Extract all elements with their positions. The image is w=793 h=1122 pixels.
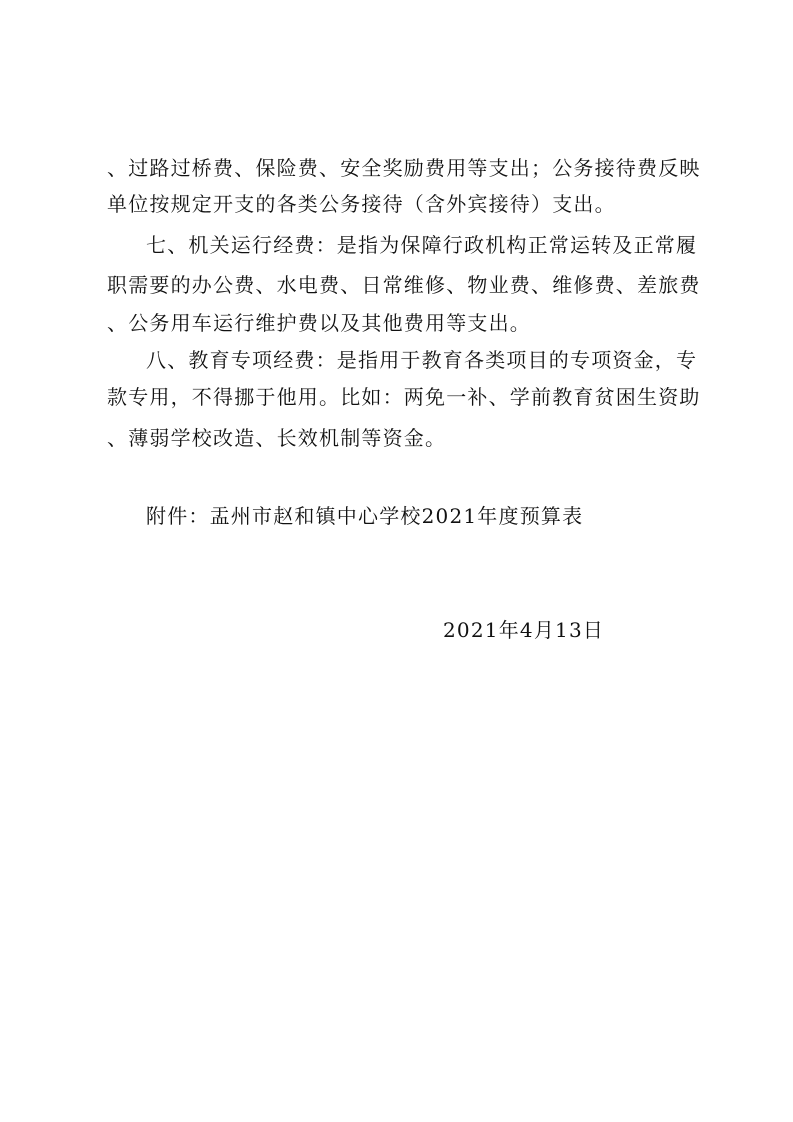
text-line: 、过路过桥费、保险费、安全奖励费用等支出；公务接待费反映 <box>107 156 701 180</box>
paragraph-eight-heading-line: 八、教育专项经费：是指用于教育各类项目的专项资金，专 <box>146 348 698 372</box>
text-line: 款专用，不得挪于他用。比如：两免一补、学前教育贫困生资助 <box>107 385 701 409</box>
text-line: 单位按规定开支的各类公务接待（含外宾接待）支出。 <box>107 192 616 216</box>
text-line: 、薄弱学校改造、长效机制等资金。 <box>107 426 447 450</box>
text-line: 职需要的办公费、水电费、日常维修、物业费、维修费、差旅费 <box>107 273 701 297</box>
paragraph-seven-heading-line: 七、机关运行经费：是指为保障行政机构正常运转及正常履 <box>146 233 698 257</box>
text-line: 、公务用车运行维护费以及其他费用等支出。 <box>107 311 531 335</box>
document-date: 2021年4月13日 <box>443 618 605 642</box>
attachment-line: 附件：盂州市赵和镇中心学校2021年度预算表 <box>146 504 584 528</box>
